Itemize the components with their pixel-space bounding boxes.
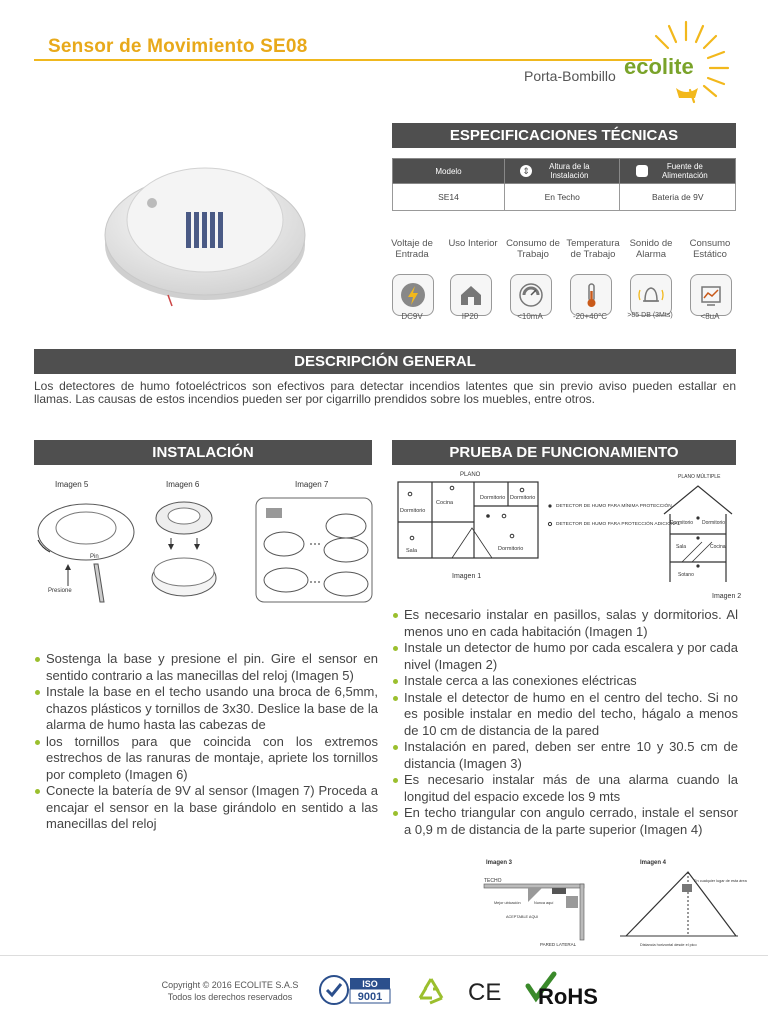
installation-heading: INSTALACIÓN <box>34 440 372 465</box>
svg-text:Imagen 2: Imagen 2 <box>712 593 742 600</box>
battery-icon <box>636 165 648 177</box>
icon-label: Consumo de Trabajo <box>506 238 560 260</box>
icon-value: <8uA <box>700 312 720 321</box>
col-fuente: Fuente de Alimentación <box>620 159 736 184</box>
svg-text:PARED LATERAL: PARED LATERAL <box>540 942 577 947</box>
rohs-logo <box>524 972 608 1008</box>
list-item: Instalación en pared, deben ser entre 10 y 30.5 cm de distancia (Imagen 3) <box>392 739 738 772</box>
imagen6-label: Imagen 6 <box>166 480 200 489</box>
svg-text:ISO: ISO <box>362 979 378 989</box>
spec-altura-value: En Techo <box>505 184 620 211</box>
list-item: Conecte la batería de 9V al sensor (Imagen 7) Proceda a encajar el sensor en la base girándolo en sentido a las manecillas del reloj <box>34 783 378 833</box>
svg-text:Cocina: Cocina <box>436 500 454 506</box>
svg-text:Distancia horizontal desde el: Distancia horizontal desde el pico <box>640 943 697 947</box>
spec-fuente-value: Bateria de 9V <box>620 184 736 211</box>
svg-text:PLANO MÚLTIPLE: PLANO MÚLTIPLE <box>678 474 721 480</box>
list-item: En techo triangular con angulo cerrado, instale el sensor a 0,9 m de distancia de la parte superior (Imagen 4) <box>392 805 738 838</box>
lightning-icon <box>392 274 434 316</box>
specs-heading: ESPECIFICACIONES TÉCNICAS <box>392 123 736 148</box>
icon-label: Voltaje de Entrada <box>391 238 433 260</box>
description-text: Los detectores de humo fotoeléctricos son efectivos para detectar incendios latentes que sin previo aviso pueden estallar en llamas. Las causas de estos incendios pueden ser por cigarrillo prendidos sobre los muebles, entre otros. <box>34 379 736 406</box>
svg-text:Imagen 1: Imagen 1 <box>452 573 482 580</box>
page-subtitle: Porta-Bombillo <box>524 68 616 84</box>
icon-label: Temperatura de Trabajo <box>566 238 620 260</box>
house-icon <box>450 274 492 316</box>
svg-text:Dormitorio: Dormitorio <box>400 508 426 514</box>
list-item: Es necesario instalar más de una alarma cuando la longitud del espacio excede los 9 mts <box>392 772 738 805</box>
floor-plan-diagrams <box>392 466 748 606</box>
spec-icons-row <box>386 238 742 328</box>
installation-list <box>34 651 378 833</box>
imagen7-label: Imagen 7 <box>295 480 329 489</box>
svg-text:DETECTOR DE HUMO PARA PROTECCI: DETECTOR DE HUMO PARA PROTECCIÓN ADICIONAL <box>556 522 681 527</box>
icon-label: Sonido de Alarma <box>629 238 673 260</box>
list-item: Instale la base en el techo usando una broca de 6,5mm, chazos plásticos y tornillos de 3x30. Deslice la base de la alarma de humo hasta las cabezas de <box>34 684 378 734</box>
svg-text:Sala: Sala <box>406 548 418 554</box>
sun-rays-icon <box>610 14 740 106</box>
height-icon: ⇕ <box>520 165 532 177</box>
installation-diagrams <box>34 494 374 614</box>
chart-icon <box>690 274 732 316</box>
svg-text:DETECTOR DE HUMO PARA MÍNIMA P: DETECTOR DE HUMO PARA MÍNIMA PROTECCIÓN <box>556 504 672 509</box>
specs-table <box>392 158 736 211</box>
icon-value: -20+40°C <box>572 312 608 321</box>
svg-text:ACEPTABLE AQUI: ACEPTABLE AQUI <box>506 915 539 919</box>
col-altura: ⇕ Altura de la Instalación <box>505 159 620 184</box>
icon-label: Uso Interior <box>448 238 498 249</box>
svg-text:Dormitorio: Dormitorio <box>480 495 506 501</box>
thermometer-icon <box>570 274 612 316</box>
page-title: Sensor de Movimiento SE08 <box>48 36 308 57</box>
description-heading: DESCRIPCIÓN GENERAL <box>34 349 736 374</box>
copyright: Copyright © 2016 ECOLITE S.A.S Todos los derechos reservados <box>161 980 299 1002</box>
test-heading: PRUEBA DE FUNCIONAMIENTO <box>392 440 736 465</box>
iso-9001-logo <box>318 974 392 1006</box>
list-item: Sostenga la base y presione el pin. Gire el sensor en sentido contrario a las manecillas del reloj (Imagen 5) <box>34 651 378 684</box>
recycle-icon <box>416 976 446 1006</box>
smoke-detector-image <box>100 140 310 310</box>
list-item: Instale cerca a las conexiones eléctricas <box>392 673 738 690</box>
icon-value: IP20 <box>461 312 479 321</box>
svg-text:Nunca aquí: Nunca aquí <box>534 901 554 905</box>
svg-text:Cocina: Cocina <box>710 544 726 550</box>
svg-text:Dormitorio: Dormitorio <box>498 546 524 552</box>
list-item: los tornillos para que coincida con los extremos estrechos de las ranuras de montaje, apriete los tornillos por completo (Imagen 6) <box>34 734 378 784</box>
bell-icon <box>630 274 672 316</box>
svg-text:Imagen 3: Imagen 3 <box>486 860 513 866</box>
svg-text:Sotano: Sotano <box>678 572 694 578</box>
ce-mark: CE <box>468 979 502 1006</box>
svg-text:Pin: Pin <box>90 554 99 560</box>
placement-diagrams <box>480 856 747 948</box>
svg-text:Imagen 4: Imagen 4 <box>640 860 667 866</box>
list-item: Es necesario instalar en pasillos, salas y dormitorios. Al menos uno en cada habitación (Imagen 1) <box>392 607 738 640</box>
svg-text:Sala: Sala <box>676 544 687 550</box>
ecolite-logo <box>610 14 740 106</box>
svg-text:Dormitorio: Dormitorio <box>702 520 726 526</box>
list-item: Instale un detector de humo por cada escalera y por cada nivel (Imagen 2) <box>392 640 738 673</box>
imagen7-diagram <box>256 498 372 602</box>
svg-text:En cualquier lugar de esta áre: En cualquier lugar de esta área <box>694 879 747 883</box>
svg-text:RoHS: RoHS <box>538 984 598 1009</box>
svg-text:TECHO: TECHO <box>484 878 502 884</box>
imagen5-diagram <box>38 504 134 602</box>
svg-text:Presione: Presione <box>48 588 72 594</box>
title-divider <box>34 59 652 61</box>
meter-icon <box>510 274 552 316</box>
footer-divider <box>0 955 768 956</box>
icon-label: Consumo Estático <box>689 238 731 260</box>
icon-value: DC9V <box>401 312 423 321</box>
test-list <box>392 607 738 838</box>
svg-text:Dormitorio: Dormitorio <box>670 520 694 526</box>
imagen6-diagram <box>152 502 216 596</box>
list-item: Instale el detector de humo en el centro del techo. Si no es posible instalar en medio del techo, hágalo a menos de 10 cm de distancia de la pared <box>392 690 738 740</box>
svg-text:PLANO: PLANO <box>460 472 481 478</box>
svg-text:Mejor ubicación: Mejor ubicación <box>494 901 521 905</box>
svg-text:9001: 9001 <box>357 991 383 1003</box>
icon-value: >85 DB (3Mts) <box>627 312 673 319</box>
svg-text:ecolite: ecolite <box>624 54 694 79</box>
col-modelo: Modelo <box>393 159 505 184</box>
spec-modelo-value: SE14 <box>393 184 505 211</box>
imagen5-label: Imagen 5 <box>55 480 89 489</box>
svg-text:Dormitorio: Dormitorio <box>510 495 536 501</box>
icon-value: <10mA <box>517 312 543 321</box>
